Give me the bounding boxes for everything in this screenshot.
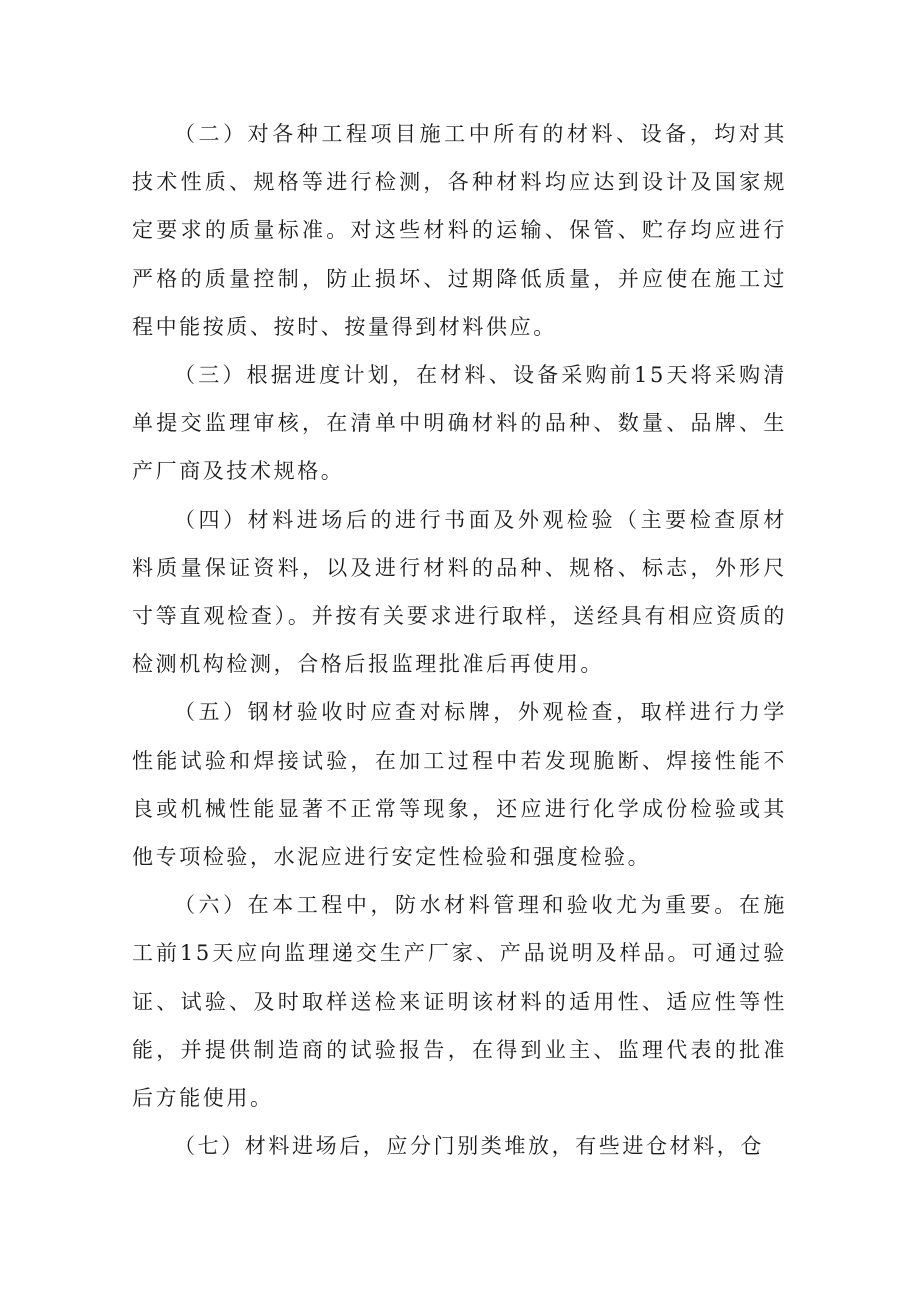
paragraph-5: （五）钢材验收时应查对标牌，外观检查，取样进行力学性能试验和焊接试验，在加工过程中若发现脆断、焊接性能不良或机械性能显著不正常等现象，还应进行化学成份检验或其他专项检验，水泥应进行安定性检验和强度检验。 bbox=[132, 700, 787, 870]
paragraph-3: （三）根据进度计划，在材料、设备采购前15天将采购清单提交监理审核，在清单中明确材料的品种、数量、品牌、生产厂商及技术规格。 bbox=[132, 363, 787, 484]
paragraph-4: （四）材料进场后的进行书面及外观检验（主要检查原材料质量保证资料，以及进行材料的品种、规格、标志，外形尺寸等直观检查）。并按有关要求进行取样，送经具有相应资质的检测机构检测，合格后报监理批准后再使用。 bbox=[132, 507, 787, 677]
paragraph-7: （七）材料进场后，应分门别类堆放，有些进仓材料，仓 bbox=[174, 1134, 764, 1159]
document-body bbox=[132, 110, 787, 1170]
paragraph-2: （二）对各种工程项目施工中所有的材料、设备，均对其技术性质、规格等进行检测，各种材料均应达到设计及国家规定要求的质量标准。对这些材料的运输、保管、贮存均应进行严格的质量控制，防止损坏、过期降低质量，并应使在施工过程中能按质、按时、按量得到材料供应。 bbox=[132, 122, 787, 339]
paragraph-6: （六）在本工程中，防水材料管理和验收尤为重要。在施工前15天应向监理递交生产厂家、产品说明及样品。可通过验证、试验、及时取样送检来证明该材料的适用性、适应性等性能，并提供制造商的试验报告，在得到业主、监理代表的批准后方能使用。 bbox=[132, 893, 787, 1111]
